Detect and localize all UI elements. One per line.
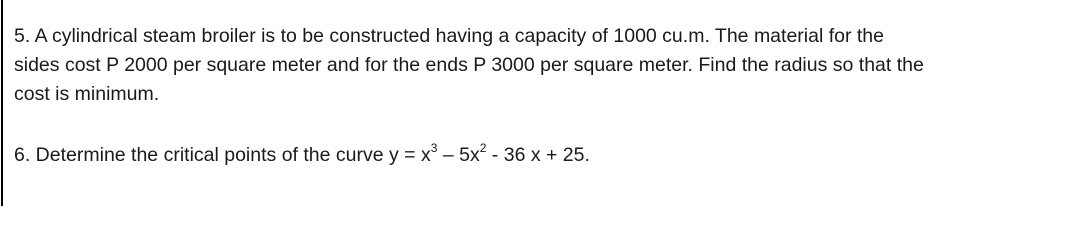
problem-6-text-suffix: - 36 x + 25. — [486, 144, 590, 166]
problem-6-text-prefix: 6. Determine the critical points of the curve y = x — [14, 144, 431, 166]
problem-set — [14, 22, 1076, 170]
problem-5-line-1: 5. A cylindrical steam broiler is to be constructed having a capacity of 1000 cu.m. The material for the — [14, 25, 884, 47]
problem-6-exponent-square: 2 — [479, 140, 487, 155]
problem-5-line-2: sides cost P 2000 per square meter and for the ends P 3000 per square meter. Find the radius so that the — [14, 54, 924, 76]
problem-6-text-middle: – 5x — [437, 144, 480, 166]
problem-5-line-3: cost is minimum. — [14, 83, 160, 105]
problem-5 — [14, 22, 1076, 109]
left-border-rule — [1, 0, 3, 206]
problem-6 — [14, 141, 1076, 170]
problem-6-exponent-cubic: 3 — [430, 140, 438, 155]
